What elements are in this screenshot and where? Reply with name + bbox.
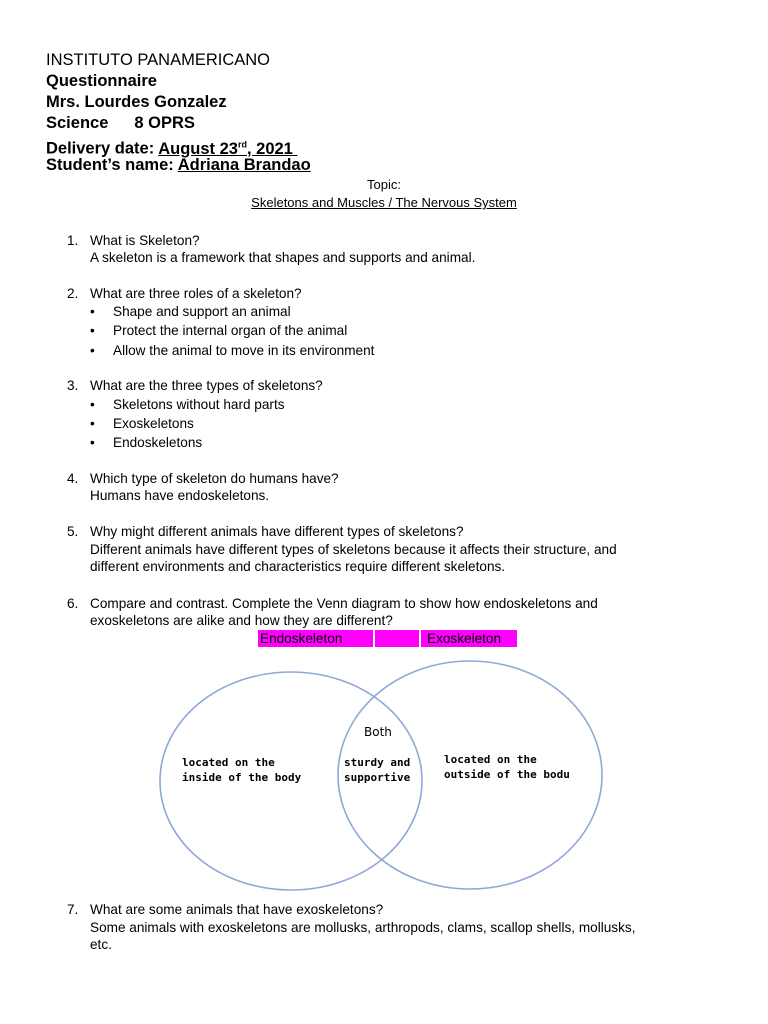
topic-title: Skeletons and Muscles / The Nervous System [251, 195, 517, 210]
question-5: 5. Why might different animals have different types of skeletons? [67, 524, 464, 539]
venn-label-endoskeleton: Endoskeleton [258, 630, 354, 647]
venn-center-text: sturdy and supportive [344, 756, 411, 784]
question-3: 3. What are the three types of skeletons? [67, 378, 323, 393]
student-label: Student’s name: [46, 156, 174, 174]
venn-left-text: located on the inside of the body [182, 756, 302, 784]
list-item: • Protect the internal organ of the animal [90, 323, 348, 338]
question-2: 2. What are three roles of a skeleton? [67, 286, 302, 301]
list-item: • Shape and support an animal [90, 304, 291, 319]
topic-label: Topic: [367, 177, 401, 192]
venn-both-label: Both [364, 725, 392, 739]
list-item: • Allow the animal to move in its environment [90, 343, 375, 358]
delivery-label: Delivery date: [46, 139, 155, 158]
question-6: 6. Compare and contrast. Complete the Venn diagram to show how endoskeletons and [67, 596, 598, 611]
answer-5-line-1: Different animals have different types of skeletons because it affects their structure, and [90, 542, 617, 557]
answer-1: A skeleton is a framework that shapes and supports and animal. [90, 250, 476, 265]
answer-7-line-2: etc. [90, 937, 112, 952]
list-item: • Skeletons without hard parts [90, 397, 285, 412]
question-7: 7. What are some animals that have exoskeletons? [67, 902, 384, 917]
question-6-line-2: exoskeletons are alike and how they are different? [90, 613, 393, 628]
answer-7-line-1: Some animals with exoskeletons are mollusks, arthropods, clams, scallop shells, mollusks, [90, 920, 636, 935]
student-name: Adriana Brandao [177, 156, 311, 174]
list-item: • Endoskeletons [90, 435, 203, 450]
school-name: INSTITUTO PANAMERICANO [46, 51, 270, 69]
venn-label-exoskeleton: Exoskeleton [421, 630, 517, 647]
delivery-date: August 23rd, 2021 [158, 139, 293, 158]
venn-right-text: located on the outside of the bodu [444, 753, 570, 781]
question-1: 1. What is Skeleton? [67, 233, 200, 248]
list-item: • Exoskeletons [90, 416, 194, 431]
doc-type: Questionnaire [46, 72, 157, 90]
answer-4: Humans have endoskeletons. [90, 488, 270, 503]
question-4: 4. Which type of skeleton do humans have? [67, 471, 339, 486]
group: 8 OPRS [134, 114, 195, 132]
answer-5-line-2: different environments and characteristics require different skeletons. [90, 559, 506, 574]
teacher-name: Mrs. Lourdes Gonzalez [46, 93, 227, 111]
subject: Science [46, 114, 109, 132]
